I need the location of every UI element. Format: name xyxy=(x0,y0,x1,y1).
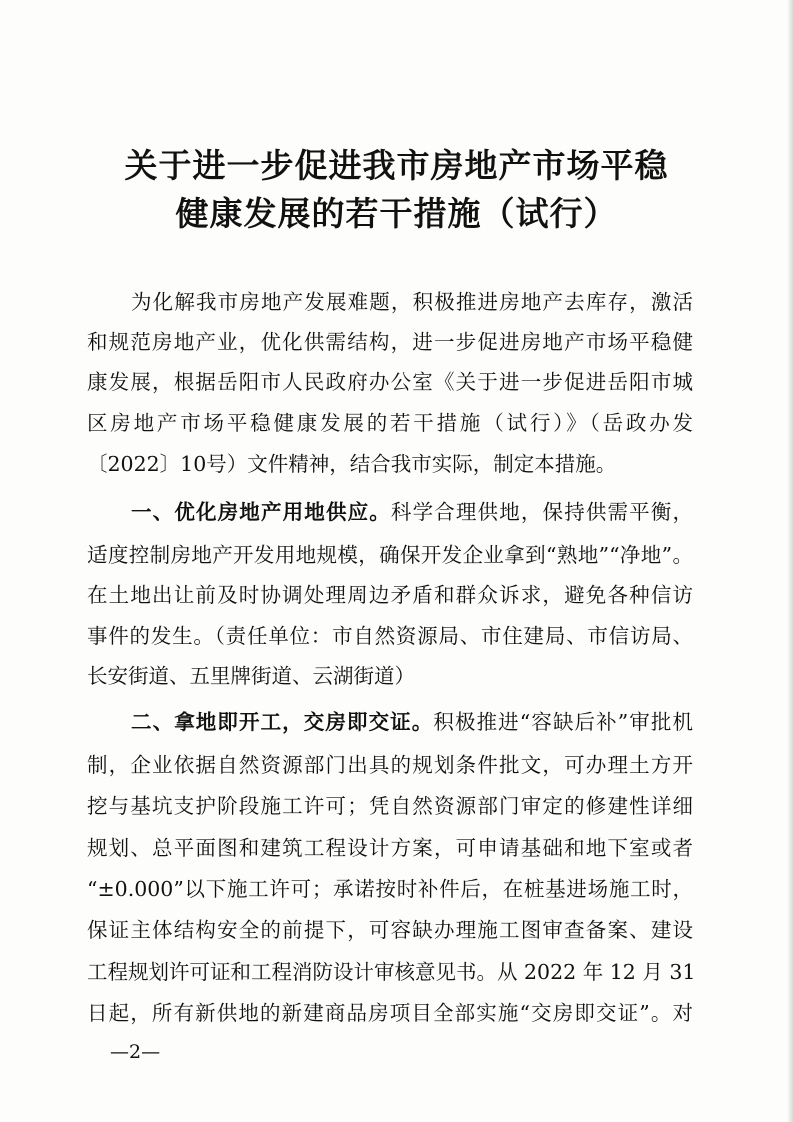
page-edge-shadow xyxy=(787,0,793,1122)
section2-line-5: “±0.000”以下施工许可；承诺按时补件后，在桩基进场施工时， xyxy=(87,877,693,901)
section2-line-6: 保证主体结构安全的前提下，可容缺办理施工图审查备案、建设 xyxy=(87,918,693,942)
section1-first-line-rest: 科学合理供地，保持供需平衡， xyxy=(390,500,694,524)
page-number: —2— xyxy=(110,1041,161,1063)
section2-first-line-rest: 积极推进“容缺后补”审批机 xyxy=(433,710,694,734)
section2-line-3: 挖与基坑支护阶段施工许可；凭自然资源部门审定的修建性详细 xyxy=(87,794,693,818)
intro-line-2: 和规范房地产业，优化供需结构，进一步促进房地产市场平稳健 xyxy=(87,330,693,354)
intro-line-3: 康发展，根据岳阳市人民政府办公室《关于进一步促进岳阳市城 xyxy=(87,370,693,394)
section2-line-8: 日起，所有新供地的新建商品房项目全部实施“交房即交证”。对 xyxy=(87,1001,693,1025)
section1-line-3: 在土地出让前及时协调处理周边矛盾和群众诉求，避免各种信访 xyxy=(87,583,693,607)
section2-first-line xyxy=(131,707,693,737)
section1-line-2: 适度控制房地产开发用地规模，确保开发企业拿到“熟地”“净地”。 xyxy=(87,543,693,567)
section2-line-7: 工程规划许可证和工程消防设计审核意见书。从 2022 年 12 月 31 xyxy=(87,960,696,984)
intro-line-4: 区房地产市场平稳健康发展的若干措施（试行）》（岳政办发 xyxy=(87,411,693,435)
section1-line-5: 长安街道、五里牌街道、云湖街道） xyxy=(87,664,415,688)
document-title-line-1: 关于进一步促进我市房地产市场平稳 xyxy=(124,146,669,185)
section2-line-2: 制，企业依据自然资源部门出具的规划条件批文，可办理土方开 xyxy=(87,753,693,777)
section1-first-line xyxy=(131,497,693,527)
section1-heading: 一、优化房地产用地供应。 xyxy=(131,500,391,524)
section1-line-4: 事件的发生。（责任单位：市自然资源局、市住建局、市信访局、 xyxy=(87,624,693,648)
intro-line-5: 〔2022〕10号）文件精神，结合我市实际，制定本措施。 xyxy=(87,452,617,476)
section2-line-4: 规划、总平面图和建筑工程设计方案，可申请基础和地下室或者 xyxy=(87,836,693,860)
intro-line-1: 为化解我市房地产发展难题，积极推进房地产去库存，激活 xyxy=(131,290,693,314)
section2-heading: 二、拿地即开工，交房即交证。 xyxy=(131,710,434,734)
document-title-line-2: 健康发展的若干措施（试行） xyxy=(175,194,618,233)
